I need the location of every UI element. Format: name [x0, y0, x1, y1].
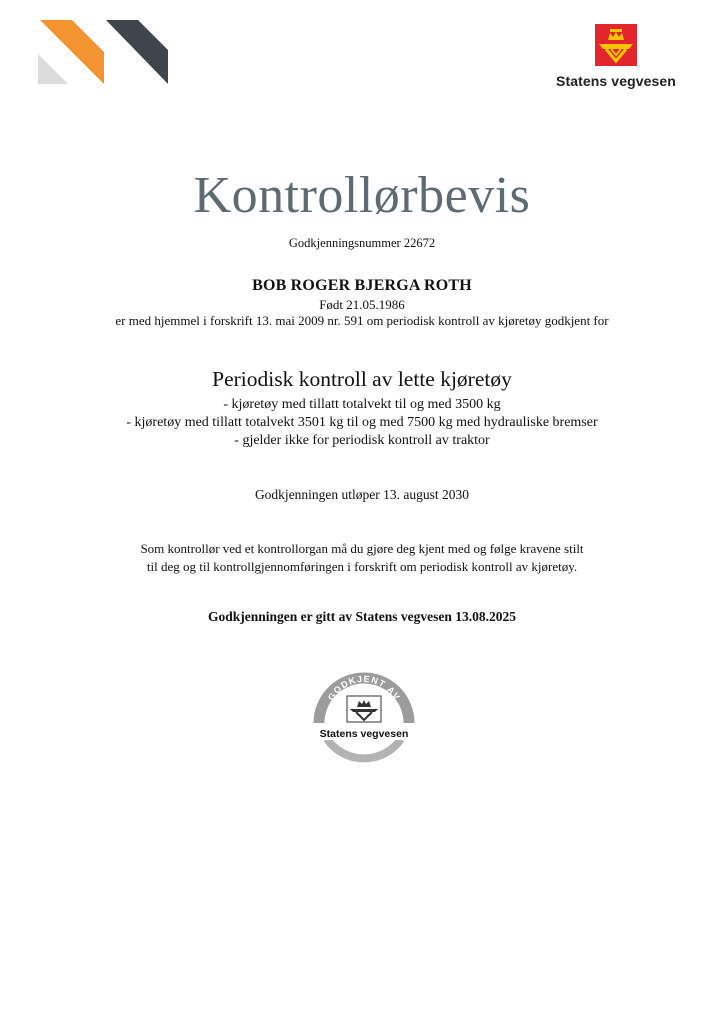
- norwegian-crown-emblem-icon: [595, 24, 637, 66]
- condition-item: - gjelder ikke for periodisk kontroll av traktor: [234, 433, 490, 448]
- approval-stamp-graphic: [313, 667, 415, 767]
- stamp-emblem-icon: [347, 696, 381, 722]
- holder-name: BOB ROGER BJERGA ROTH: [252, 277, 472, 294]
- condition-item: - kjøretøy med tillatt totalvekt 3501 kg til og med 7500 kg med hydrauliske bremser: [126, 415, 598, 430]
- stripe-logo-graphic: [38, 18, 170, 86]
- course-title: Periodisk kontroll av lette kjøretøy: [212, 367, 512, 391]
- legal-basis: er med hjemmel i forskrift 13. mai 2009 nr. 591 om periodisk kontroll av kjøretøy godkjent for: [115, 313, 609, 328]
- approval-number: Godkjenningsnummer 22672: [288, 236, 436, 250]
- requirements-line: Som kontrollør ved et kontrollorgan må du gjøre deg kjent med og følge kravene stilt: [140, 541, 584, 556]
- stripe-dark: [106, 20, 168, 84]
- approval-stamp: [313, 667, 415, 767]
- issued-by: Godkjenningen er gitt av Statens vegvesen 13.08.2025: [207, 609, 516, 624]
- stamp-brand-name: Statens vegvesen: [319, 728, 409, 740]
- certificate-title: Kontrollørbevis: [193, 167, 531, 224]
- expiry-date: Godkjenningen utløper 13. august 2030: [254, 487, 470, 502]
- stamp-arc-text: GODKJENT AV: [325, 673, 403, 703]
- requirements-text: [0, 540, 724, 576]
- requirements-line: til deg og til kontrollgjennomføringen i forskrift om periodisk kontroll av kjøretøy.: [146, 559, 578, 574]
- stripe-light-gray: [38, 54, 68, 84]
- condition-item: - kjøretøy med tillatt totalvekt til og med 3500 kg: [223, 397, 501, 412]
- birth-date: Født 21.05.1986: [319, 297, 405, 312]
- stripe-logo: [38, 18, 170, 86]
- conditions-list: [0, 396, 724, 450]
- statens-vegvesen-logo: [550, 24, 682, 94]
- brand-name: Statens vegvesen: [556, 73, 676, 89]
